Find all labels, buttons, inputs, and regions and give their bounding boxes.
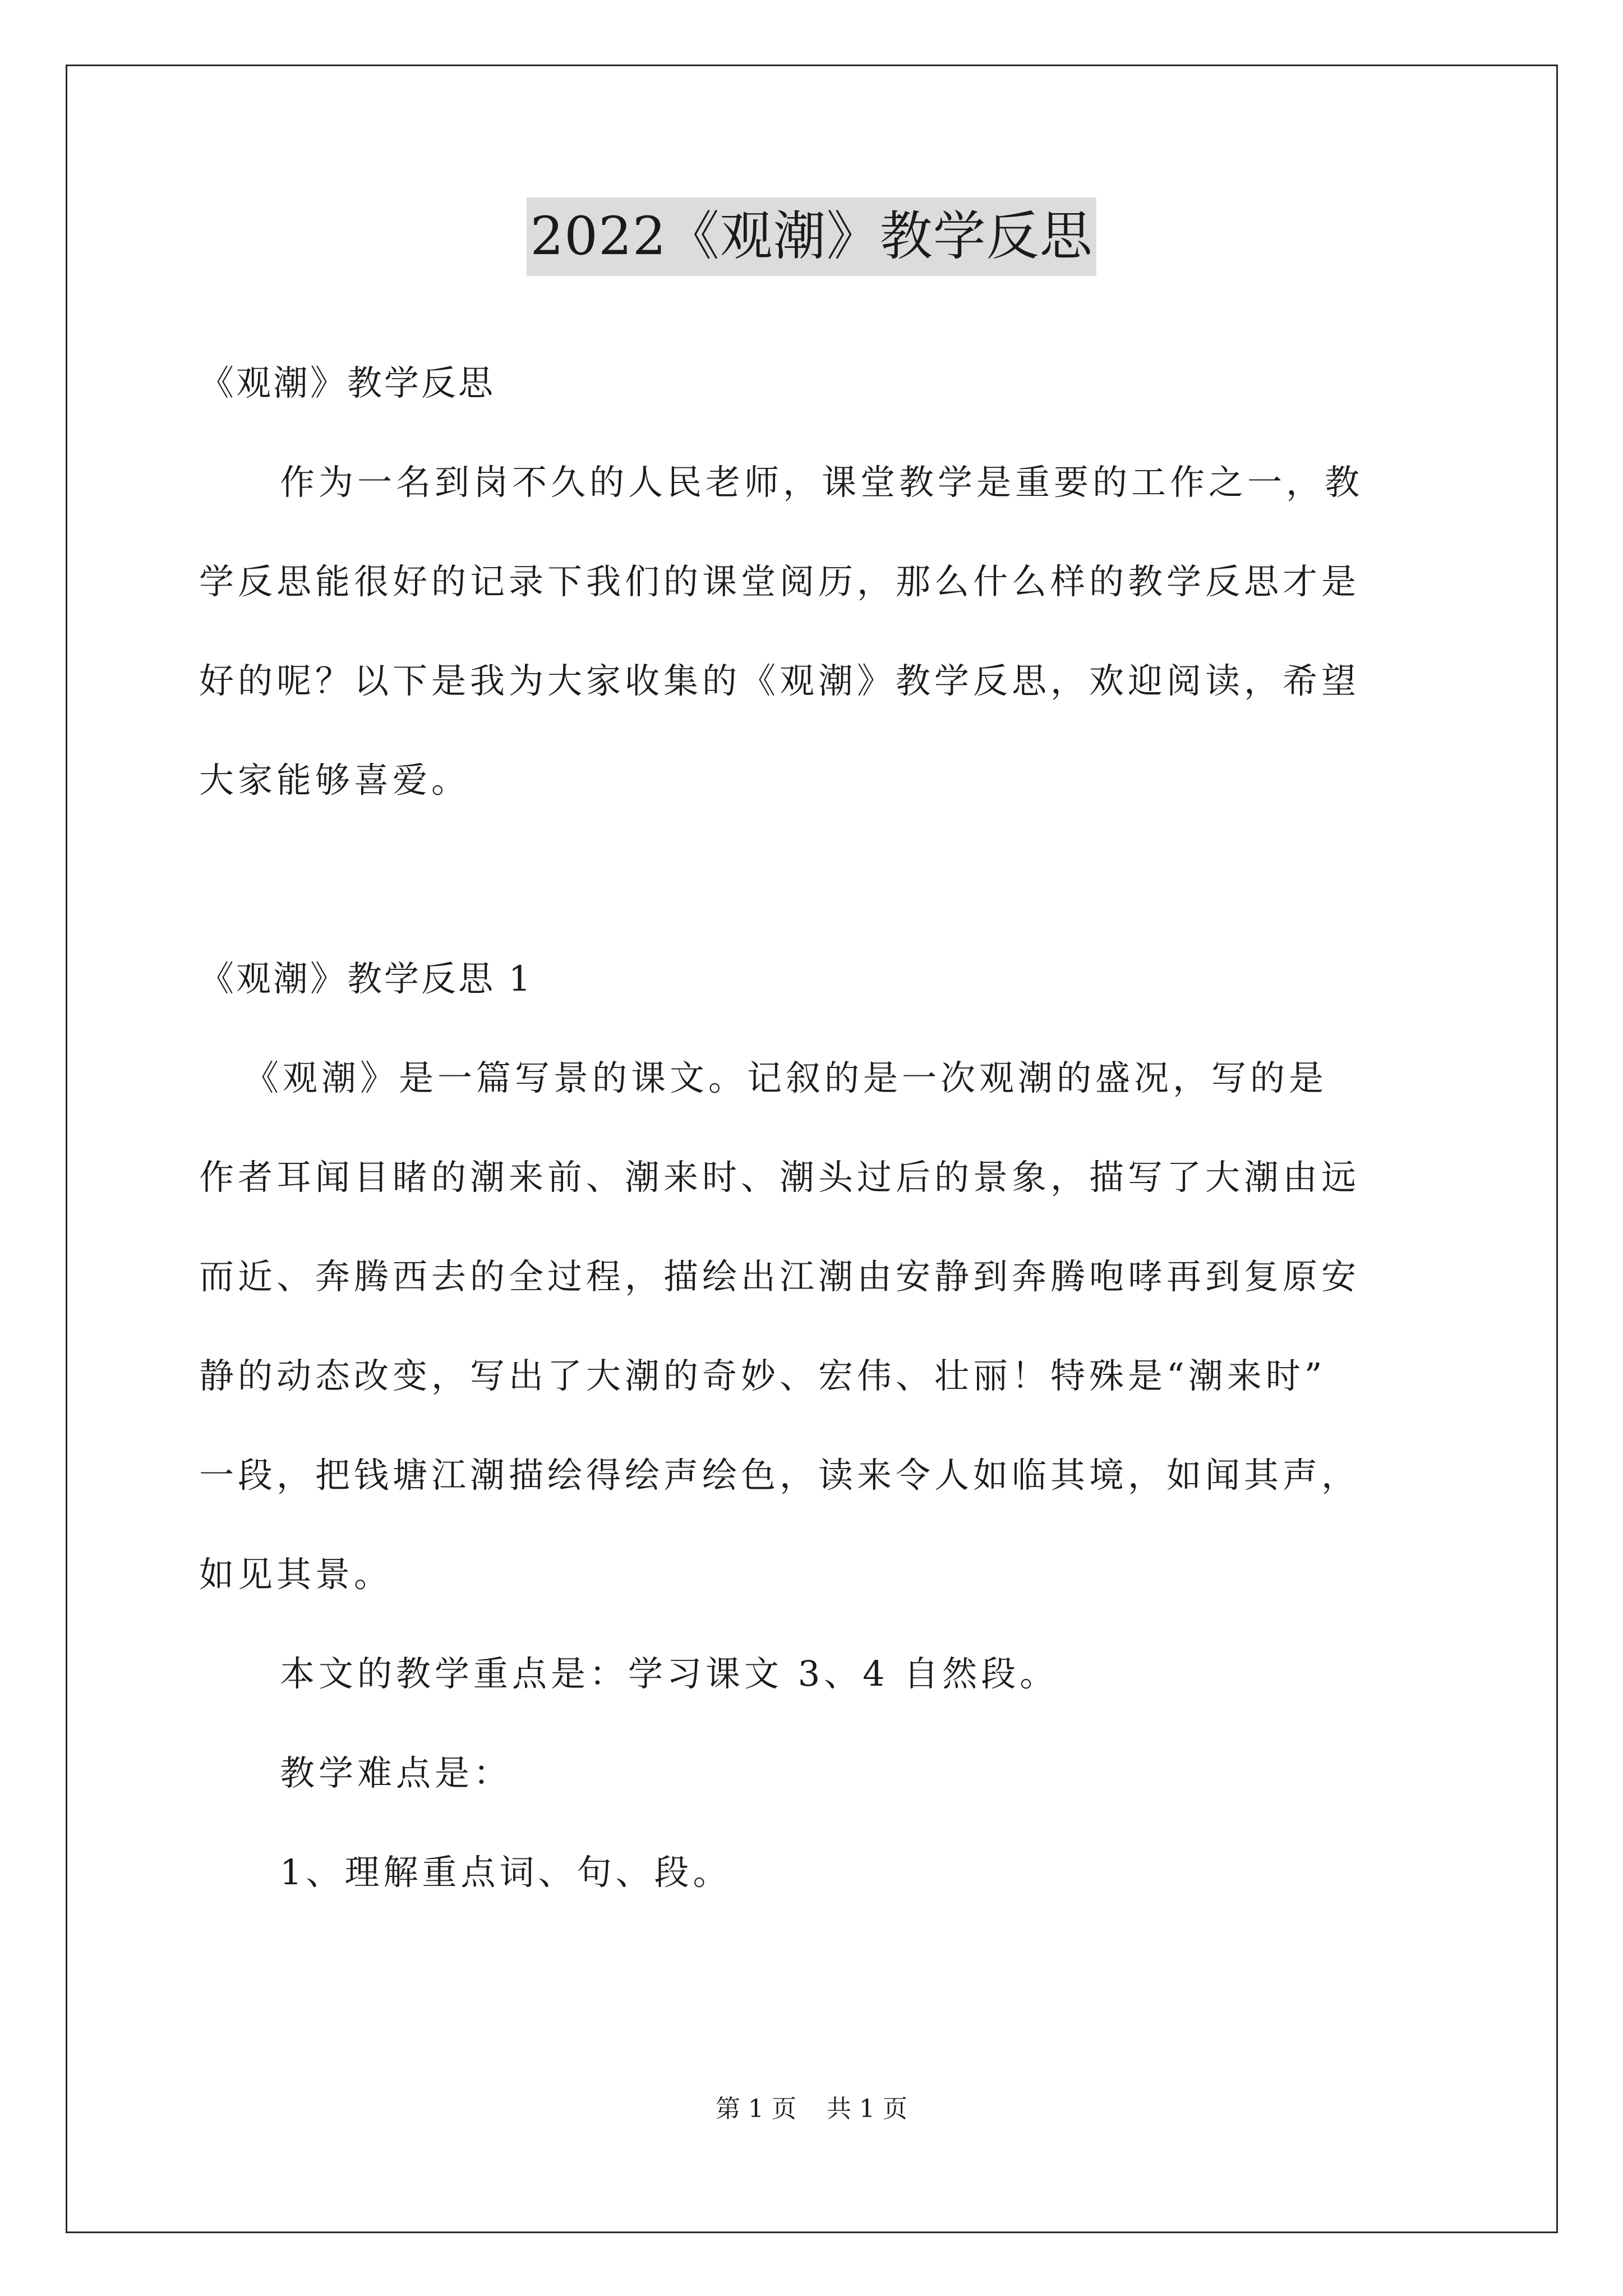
- document-title: 2022《观潮》教学反思: [527, 197, 1096, 276]
- section-heading-1: 《观潮》教学反思 1: [199, 958, 533, 999]
- paragraph-line: 大家能够喜爱。: [199, 760, 471, 800]
- paragraph-line: 一段，把钱塘江潮描绘得绘声绘色，读来令人如临其境，如闻其声，: [199, 1455, 1361, 1496]
- paragraph-line: 作为一名到岗不久的人民老师，课堂教学是重要的工作之一，教: [280, 462, 1364, 503]
- teaching-difficulty-item: 1、理解重点词、句、段。: [280, 1852, 732, 1893]
- paragraph-line: 《观潮》是一篇写景的课文。记叙的是一次观潮的盛况，写的是: [244, 1057, 1328, 1098]
- page-footer: [0, 2092, 1623, 2126]
- teaching-focus: 本文的教学重点是：学习课文 3、4 自然段。: [280, 1653, 1059, 1694]
- teaching-difficulty-label: 教学难点是：: [280, 1752, 513, 1793]
- paragraph-line: 作者耳闻目睹的潮来前、潮来时、潮头过后的景象，描写了大潮由远: [199, 1157, 1361, 1198]
- paragraph-line: 静的动态改变，写出了大潮的奇妙、宏伟、壮丽！特殊是“潮来时”: [199, 1355, 1326, 1396]
- paragraph-line: 如见其景。: [199, 1554, 393, 1595]
- document-body: [199, 337, 1433, 1902]
- page-number-current: 第 1 页: [716, 2095, 796, 2123]
- page-number-total: 共 1 页: [827, 2095, 907, 2123]
- paragraph-line: 学反思能很好的记录下我们的课堂阅历，那么什么样的教学反思才是: [199, 561, 1361, 602]
- paragraph-line: 而近、奔腾西去的全过程，描绘出江潮由安静到奔腾咆哮再到复原安: [199, 1256, 1361, 1297]
- paragraph-line: 好的呢？以下是我为大家收集的《观潮》教学反思，欢迎阅读，希望: [199, 660, 1361, 701]
- title-container: [0, 197, 1623, 276]
- intro-heading: 《观潮》教学反思: [199, 362, 496, 403]
